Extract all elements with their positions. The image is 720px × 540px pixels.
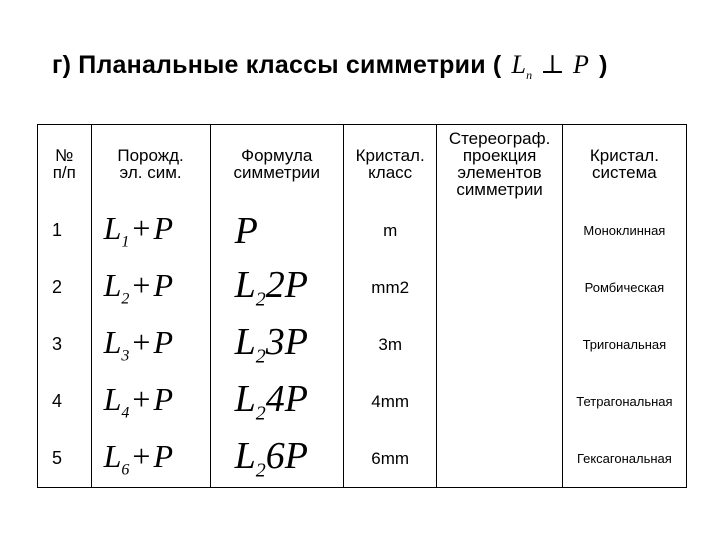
crystal-system: Тетрагональная xyxy=(576,394,673,409)
stereographic-projection-cell xyxy=(437,202,562,259)
perpendicular-symbol: ⊥ xyxy=(540,50,565,79)
gen-P: P xyxy=(153,323,173,360)
row-number: 4 xyxy=(38,373,92,430)
formula-coefficient: 2P xyxy=(265,264,308,307)
generating-formula xyxy=(91,430,210,488)
header-stereo-line4: симметрии xyxy=(456,179,543,199)
gen-plus: + xyxy=(132,266,151,303)
header-gen-line2: эл. сим. xyxy=(119,162,182,182)
row-number: 3 xyxy=(38,316,92,373)
crystal-class: mm2 xyxy=(371,277,410,297)
generating-formula xyxy=(91,316,210,373)
crystal-class: 4mm xyxy=(371,391,410,411)
stereographic-projection-cell xyxy=(437,430,562,488)
header-crystal-system xyxy=(562,125,686,203)
header-stereographic-projection xyxy=(437,125,562,203)
header-sys-line1: Кристал. xyxy=(589,145,659,165)
stereographic-projection-cell xyxy=(437,259,562,316)
symmetry-formula xyxy=(210,430,343,488)
table-row xyxy=(38,259,687,316)
crystal-system: Моноклинная xyxy=(583,223,666,238)
title-formula-P: P xyxy=(573,50,590,79)
header-class-line2: класс xyxy=(368,162,413,182)
generating-formula xyxy=(91,202,210,259)
formula-subscript: 2 xyxy=(255,345,266,368)
formula-subscript: 2 xyxy=(255,402,266,425)
crystal-class: 3m xyxy=(378,334,402,354)
header-stereo-line1: Стереограф. xyxy=(448,128,551,148)
row-number: 1 xyxy=(38,202,92,259)
header-number-line1: № xyxy=(55,145,74,165)
formula-main: L xyxy=(234,264,256,307)
title-formula-L: L xyxy=(511,50,527,79)
gen-subscript: 2 xyxy=(121,290,130,308)
table-header-row xyxy=(38,125,687,203)
gen-P: P xyxy=(153,437,173,474)
title-formula-sub: n xyxy=(526,68,533,83)
crystal-system: Тригональная xyxy=(582,337,667,352)
formula-coefficient: 3P xyxy=(265,321,308,364)
gen-P: P xyxy=(153,266,173,303)
gen-L: L xyxy=(103,323,122,360)
header-form-line1: Формула xyxy=(241,145,313,165)
header-crystal-class xyxy=(344,125,437,203)
header-class-line1: Кристал. xyxy=(355,145,425,165)
gen-L: L xyxy=(103,209,122,246)
formula-coefficient: 4P xyxy=(265,378,308,421)
formula-main: L xyxy=(234,378,256,421)
header-symmetry-formula xyxy=(210,125,343,203)
symmetry-formula xyxy=(210,259,343,316)
header-form-line2: симметрии xyxy=(233,162,321,182)
gen-L: L xyxy=(103,266,122,303)
title-text: г) Планальные классы симметрии ( xyxy=(52,51,502,79)
gen-L: L xyxy=(103,380,122,417)
header-sys-line2: система xyxy=(592,162,657,182)
header-stereo-line3: элементов xyxy=(457,162,542,182)
gen-plus: + xyxy=(132,209,151,246)
generating-formula xyxy=(91,373,210,430)
stereographic-projection-cell xyxy=(437,373,562,430)
formula-main: L xyxy=(234,321,256,364)
gen-plus: + xyxy=(132,323,151,360)
title-close-paren: ) xyxy=(599,51,608,79)
table-row xyxy=(38,430,687,488)
header-number xyxy=(38,125,92,203)
gen-L: L xyxy=(103,437,122,474)
symmetry-formula xyxy=(210,202,343,259)
symmetry-formula xyxy=(210,316,343,373)
header-generating-elements xyxy=(91,125,210,203)
slide-title xyxy=(52,50,608,83)
crystal-class: m xyxy=(383,220,398,240)
gen-subscript: 6 xyxy=(121,461,130,479)
crystal-system: Ромбическая xyxy=(584,280,665,295)
crystal-class: 6mm xyxy=(371,448,410,468)
formula-main: P xyxy=(234,209,258,252)
formula-main: L xyxy=(234,435,256,478)
crystal-system: Гексагональная xyxy=(576,451,672,466)
title-formula xyxy=(511,50,590,83)
header-number-line2: п/п xyxy=(52,162,76,182)
table-row xyxy=(38,202,687,259)
formula-coefficient: 6P xyxy=(265,435,308,478)
header-gen-line1: Порожд. xyxy=(117,145,184,165)
gen-subscript: 1 xyxy=(121,233,130,251)
gen-P: P xyxy=(153,209,173,246)
gen-P: P xyxy=(153,380,173,417)
symmetry-classes-table xyxy=(37,124,687,488)
gen-plus: + xyxy=(132,380,151,417)
table-row xyxy=(38,373,687,430)
gen-subscript: 4 xyxy=(121,404,130,422)
generating-formula xyxy=(91,259,210,316)
row-number: 2 xyxy=(38,259,92,316)
table-row xyxy=(38,316,687,373)
gen-plus: + xyxy=(132,437,151,474)
header-stereo-line2: проекция xyxy=(462,145,537,165)
symmetry-formula xyxy=(210,373,343,430)
formula-subscript: 2 xyxy=(255,459,266,482)
row-number: 5 xyxy=(38,430,92,488)
formula-subscript: 2 xyxy=(255,288,266,311)
gen-subscript: 3 xyxy=(121,347,130,365)
stereographic-projection-cell xyxy=(437,316,562,373)
